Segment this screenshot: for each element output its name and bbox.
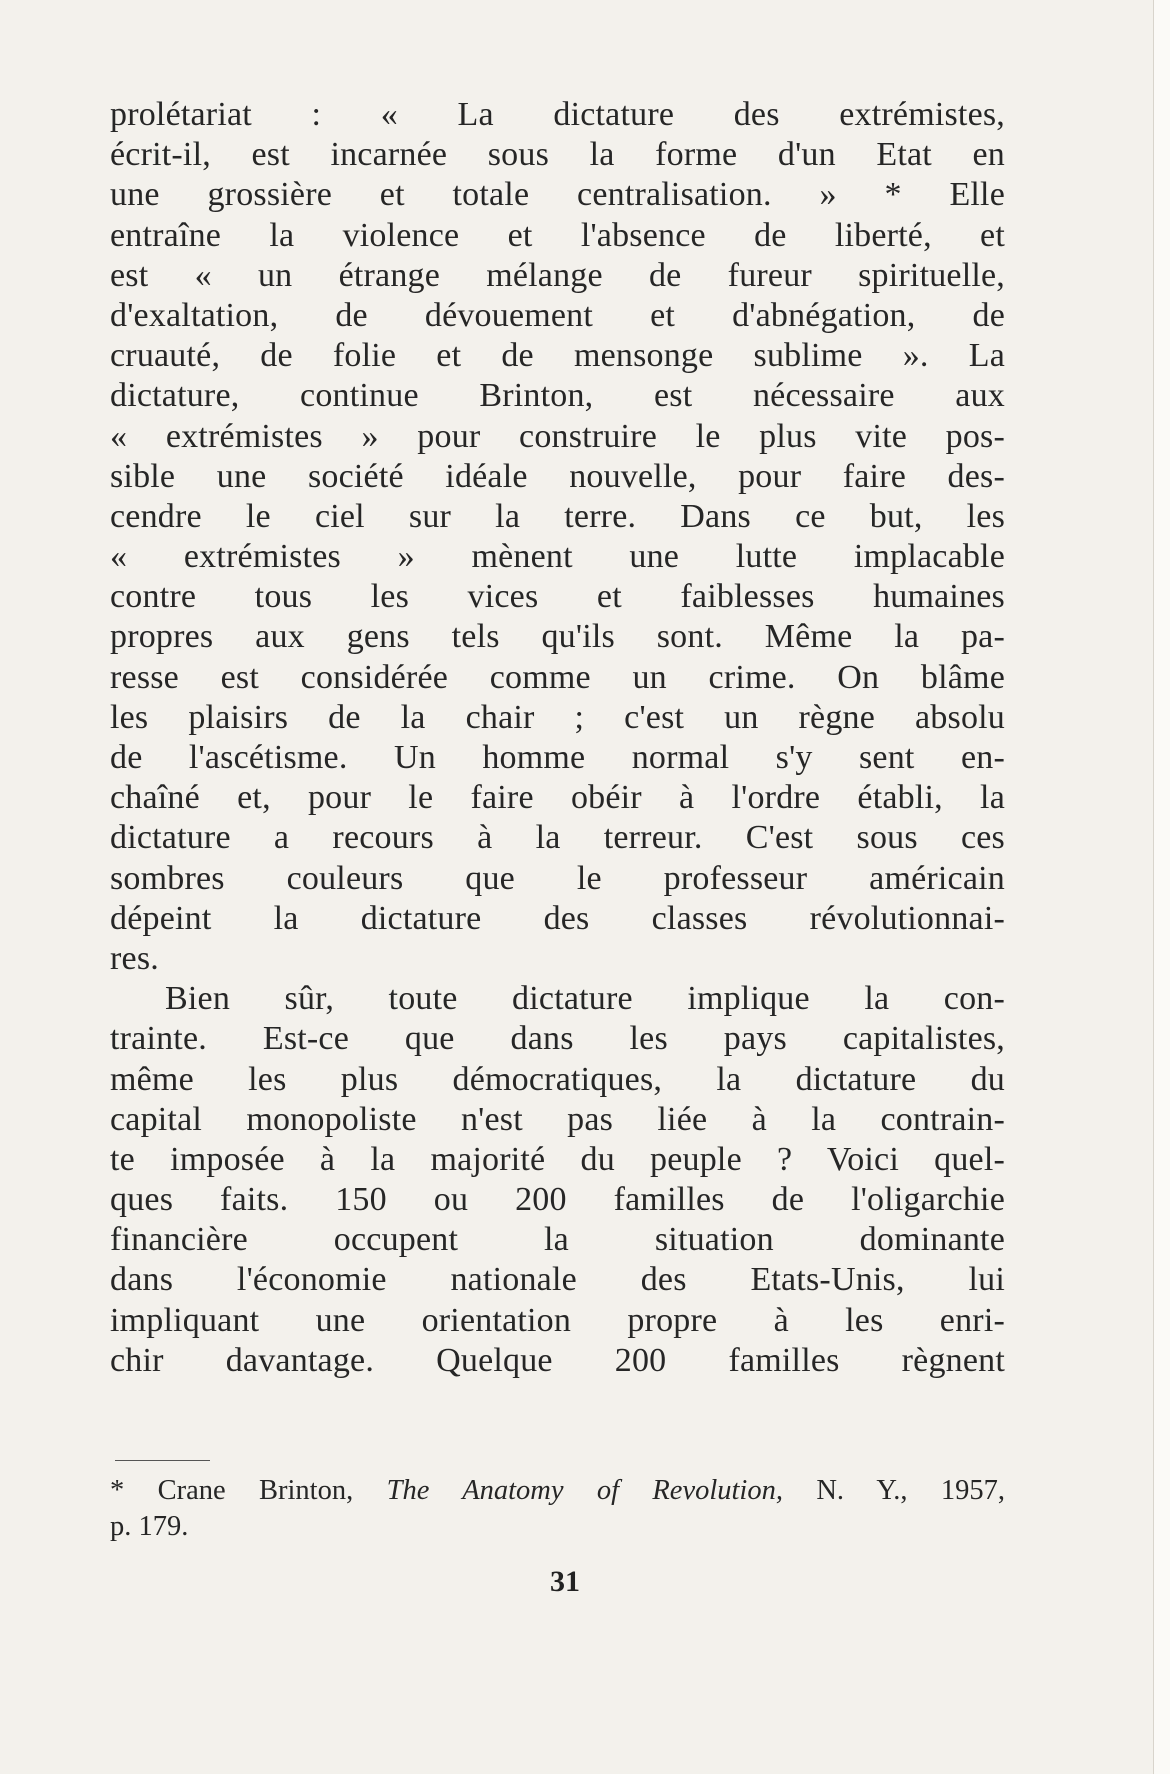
footnote-marker: * Crane Brinton, [110,1475,354,1506]
footnote-rule [115,1460,210,1461]
text-line: te imposée à la majorité du peuple ? Voici quel- [110,1140,1005,1178]
text-line: dictature a recours à la terreur. C'est sous ces [110,819,1005,857]
body-text [110,95,1005,1381]
text-line: propres aux gens tels qu'ils sont. Même la pa- [110,618,1005,656]
text-line: dans l'économie nationale des Etats-Unis, lui [110,1261,1005,1299]
text-line: ques faits. 150 ou 200 familles de l'oligarchie [110,1181,1005,1219]
text-line: resse est considérée comme un crime. On blâme [110,658,1005,696]
text-line: « extrémistes » mènent une lutte implacable [110,538,1005,576]
text-line: les plaisirs de la chair ; c'est un règne absolu [110,698,1005,736]
text-line: de l'ascétisme. Un homme normal s'y sent en- [110,739,1005,776]
text-line: chir davantage. Quelque 200 familles règnent [110,1341,1005,1379]
footnote-line [110,1473,1005,1509]
footnote-book-title: The Anatomy of Revolution, [386,1475,783,1506]
text-line: trainte. Est-ce que dans les pays capitalistes, [110,1020,1005,1058]
footnote-page-ref: p. 179. [110,1511,189,1542]
text-line: sible une société idéale nouvelle, pour faire des- [110,457,1005,495]
text-line: financière occupent la situation dominante [110,1221,1005,1259]
text-line: écrit-il, est incarnée sous la forme d'un Etat en [110,136,1005,174]
page-edge [1153,0,1170,1774]
text-line: entraîne la violence et l'absence de liberté, et [110,216,1005,254]
text-line: même les plus démocratiques, la dictature du [110,1060,1005,1098]
footnote [110,1473,1005,1545]
footnote-publication: N. Y., 1957, [816,1475,1005,1506]
text-line: res. [110,939,159,977]
text-line: impliquant une orientation propre à les enri- [110,1301,1005,1339]
text-line: dépeint la dictature des classes révolutionnai- [110,899,1005,937]
paragraph-start-line: Bien sûr, toute dictature implique la con- [165,980,1005,1018]
text-line: prolétariat : « La dictature des extrémistes, [110,96,1005,133]
text-line: cruauté, de folie et de mensonge sublime ». La [110,337,1005,375]
text-line: cendre le ciel sur la terre. Dans ce but, les [110,497,1005,535]
text-line: dictature, continue Brinton, est nécessaire aux [110,377,1005,415]
text-line: capital monopoliste n'est pas liée à la contrain- [110,1100,1005,1138]
text-line: sombres couleurs que le professeur américain [110,859,1005,897]
text-line: est « un étrange mélange de fureur spirituelle, [110,256,1005,294]
text-line: chaîné et, pour le faire obéir à l'ordre établi, la [110,779,1005,817]
text-line: « extrémistes » pour construire le plus vite pos- [110,417,1005,455]
text-line: contre tous les vices et faiblesses humaines [110,578,1005,616]
page-number: 31 [550,1565,580,1598]
text-line: d'exaltation, de dévouement et d'abnégation, de [110,296,1005,334]
text-line: une grossière et totale centralisation. » * Elle [110,176,1005,214]
